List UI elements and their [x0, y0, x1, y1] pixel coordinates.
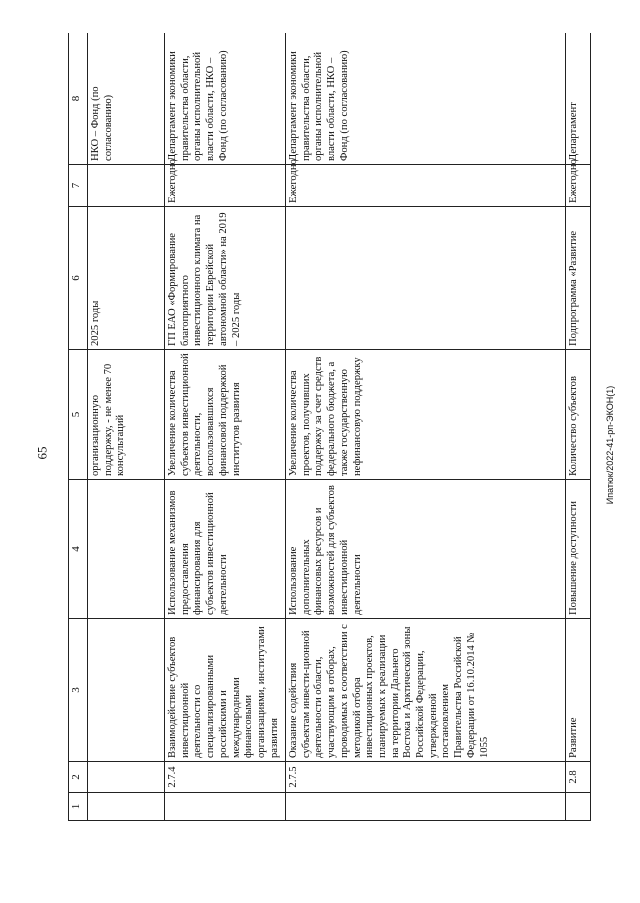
header-cell: 5 [69, 350, 88, 480]
table-cell [165, 793, 286, 821]
table-cell: ГП ЕАО «Формирование благоприятного инвестиционного климата на территории Еврейской автономной области» на 2019 – 2025 годы [165, 207, 286, 350]
table-cell: Подпрограмма «Развитие [566, 207, 591, 350]
header-cell: 1 [69, 793, 88, 821]
table-cell [88, 762, 165, 793]
table-row [165, 33, 286, 821]
item-number: 2.7.5 [286, 762, 566, 793]
table-cell: Развитие [566, 619, 591, 762]
page-number: 65 [34, 446, 50, 460]
table-cell [88, 165, 165, 207]
plan-table [68, 33, 591, 821]
table-cell [286, 793, 566, 821]
table-cell: Увеличение количества субъектов инвестиционной деятельности, воспользовавшихся финансовой поддержкой институтов развития [165, 350, 286, 480]
table-cell [88, 480, 165, 619]
table-cell: организационную поддержку, - не менее 70 консультаций [88, 350, 165, 480]
table-cell: Увеличение количества проектов, получивших поддержку за счет средств федерального бюджета, а также государственную нефинансовую поддержку [286, 350, 566, 480]
header-row [69, 33, 88, 821]
item-number: 2.8 [566, 762, 591, 793]
header-cell: 7 [69, 165, 88, 207]
table-cell [286, 207, 566, 350]
table-cell: Оказание содействия субъектам инвести-ционной деятельности области, участвующим в отборах, проводимых в соответствии с методикой отбора инвестиционных проектов, планируемых к реализации на территории Дальнего Востока и Арктической зоны Российской Федерации, утвержденной постановлением Правительства Российской Федерации от 16.10.2014 № 1055 [286, 619, 566, 762]
table-row [286, 33, 566, 821]
table-row [566, 33, 591, 821]
table-cell: Департамент экономики правительства области, органы исполнительной власти области, НКО – Фонд (по согласованию) [286, 33, 566, 165]
table-cell: 2025 годы [88, 207, 165, 350]
document-reference: Ипатюк/2022-41-рп-ЭКОН(1) [605, 385, 615, 505]
table-cell: Департамент [566, 33, 591, 165]
table-cell: Ежегодно [566, 165, 591, 207]
table-cell [88, 619, 165, 762]
table-cell: НКО – Фонд (по согласованию) [88, 33, 165, 165]
header-cell: 8 [69, 33, 88, 165]
table-cell: Ежегодно [165, 165, 286, 207]
table-cell: Взаимодействие субъектов инвестиционной деятельности со специализированными российскими и международными финансовыми организациями, институтами развития [165, 619, 286, 762]
table-cell: Департамент экономики правительства области, органы исполнительной власти области, НКО – Фонд (по согласованию) [165, 33, 286, 165]
item-number: 2.7.4 [165, 762, 286, 793]
header-cell: 3 [69, 619, 88, 762]
header-cell: 2 [69, 762, 88, 793]
table-cell: Ежегодно [286, 165, 566, 207]
table-row [88, 33, 165, 821]
table-cell [566, 793, 591, 821]
table-cell: Количество субъектов [566, 350, 591, 480]
header-cell: 4 [69, 480, 88, 619]
table-cell [88, 793, 165, 821]
table-cell: Использование дополнительных финансовых ресурсов и возможностей для субъектов инвестиционной деятельности [286, 480, 566, 619]
table-cell: Повышение доступности [566, 480, 591, 619]
table-cell: Использование механизмов предоставления финансирования для субъектов инвестиционной деятельности [165, 480, 286, 619]
header-cell: 6 [69, 207, 88, 350]
table-container [68, 33, 599, 821]
